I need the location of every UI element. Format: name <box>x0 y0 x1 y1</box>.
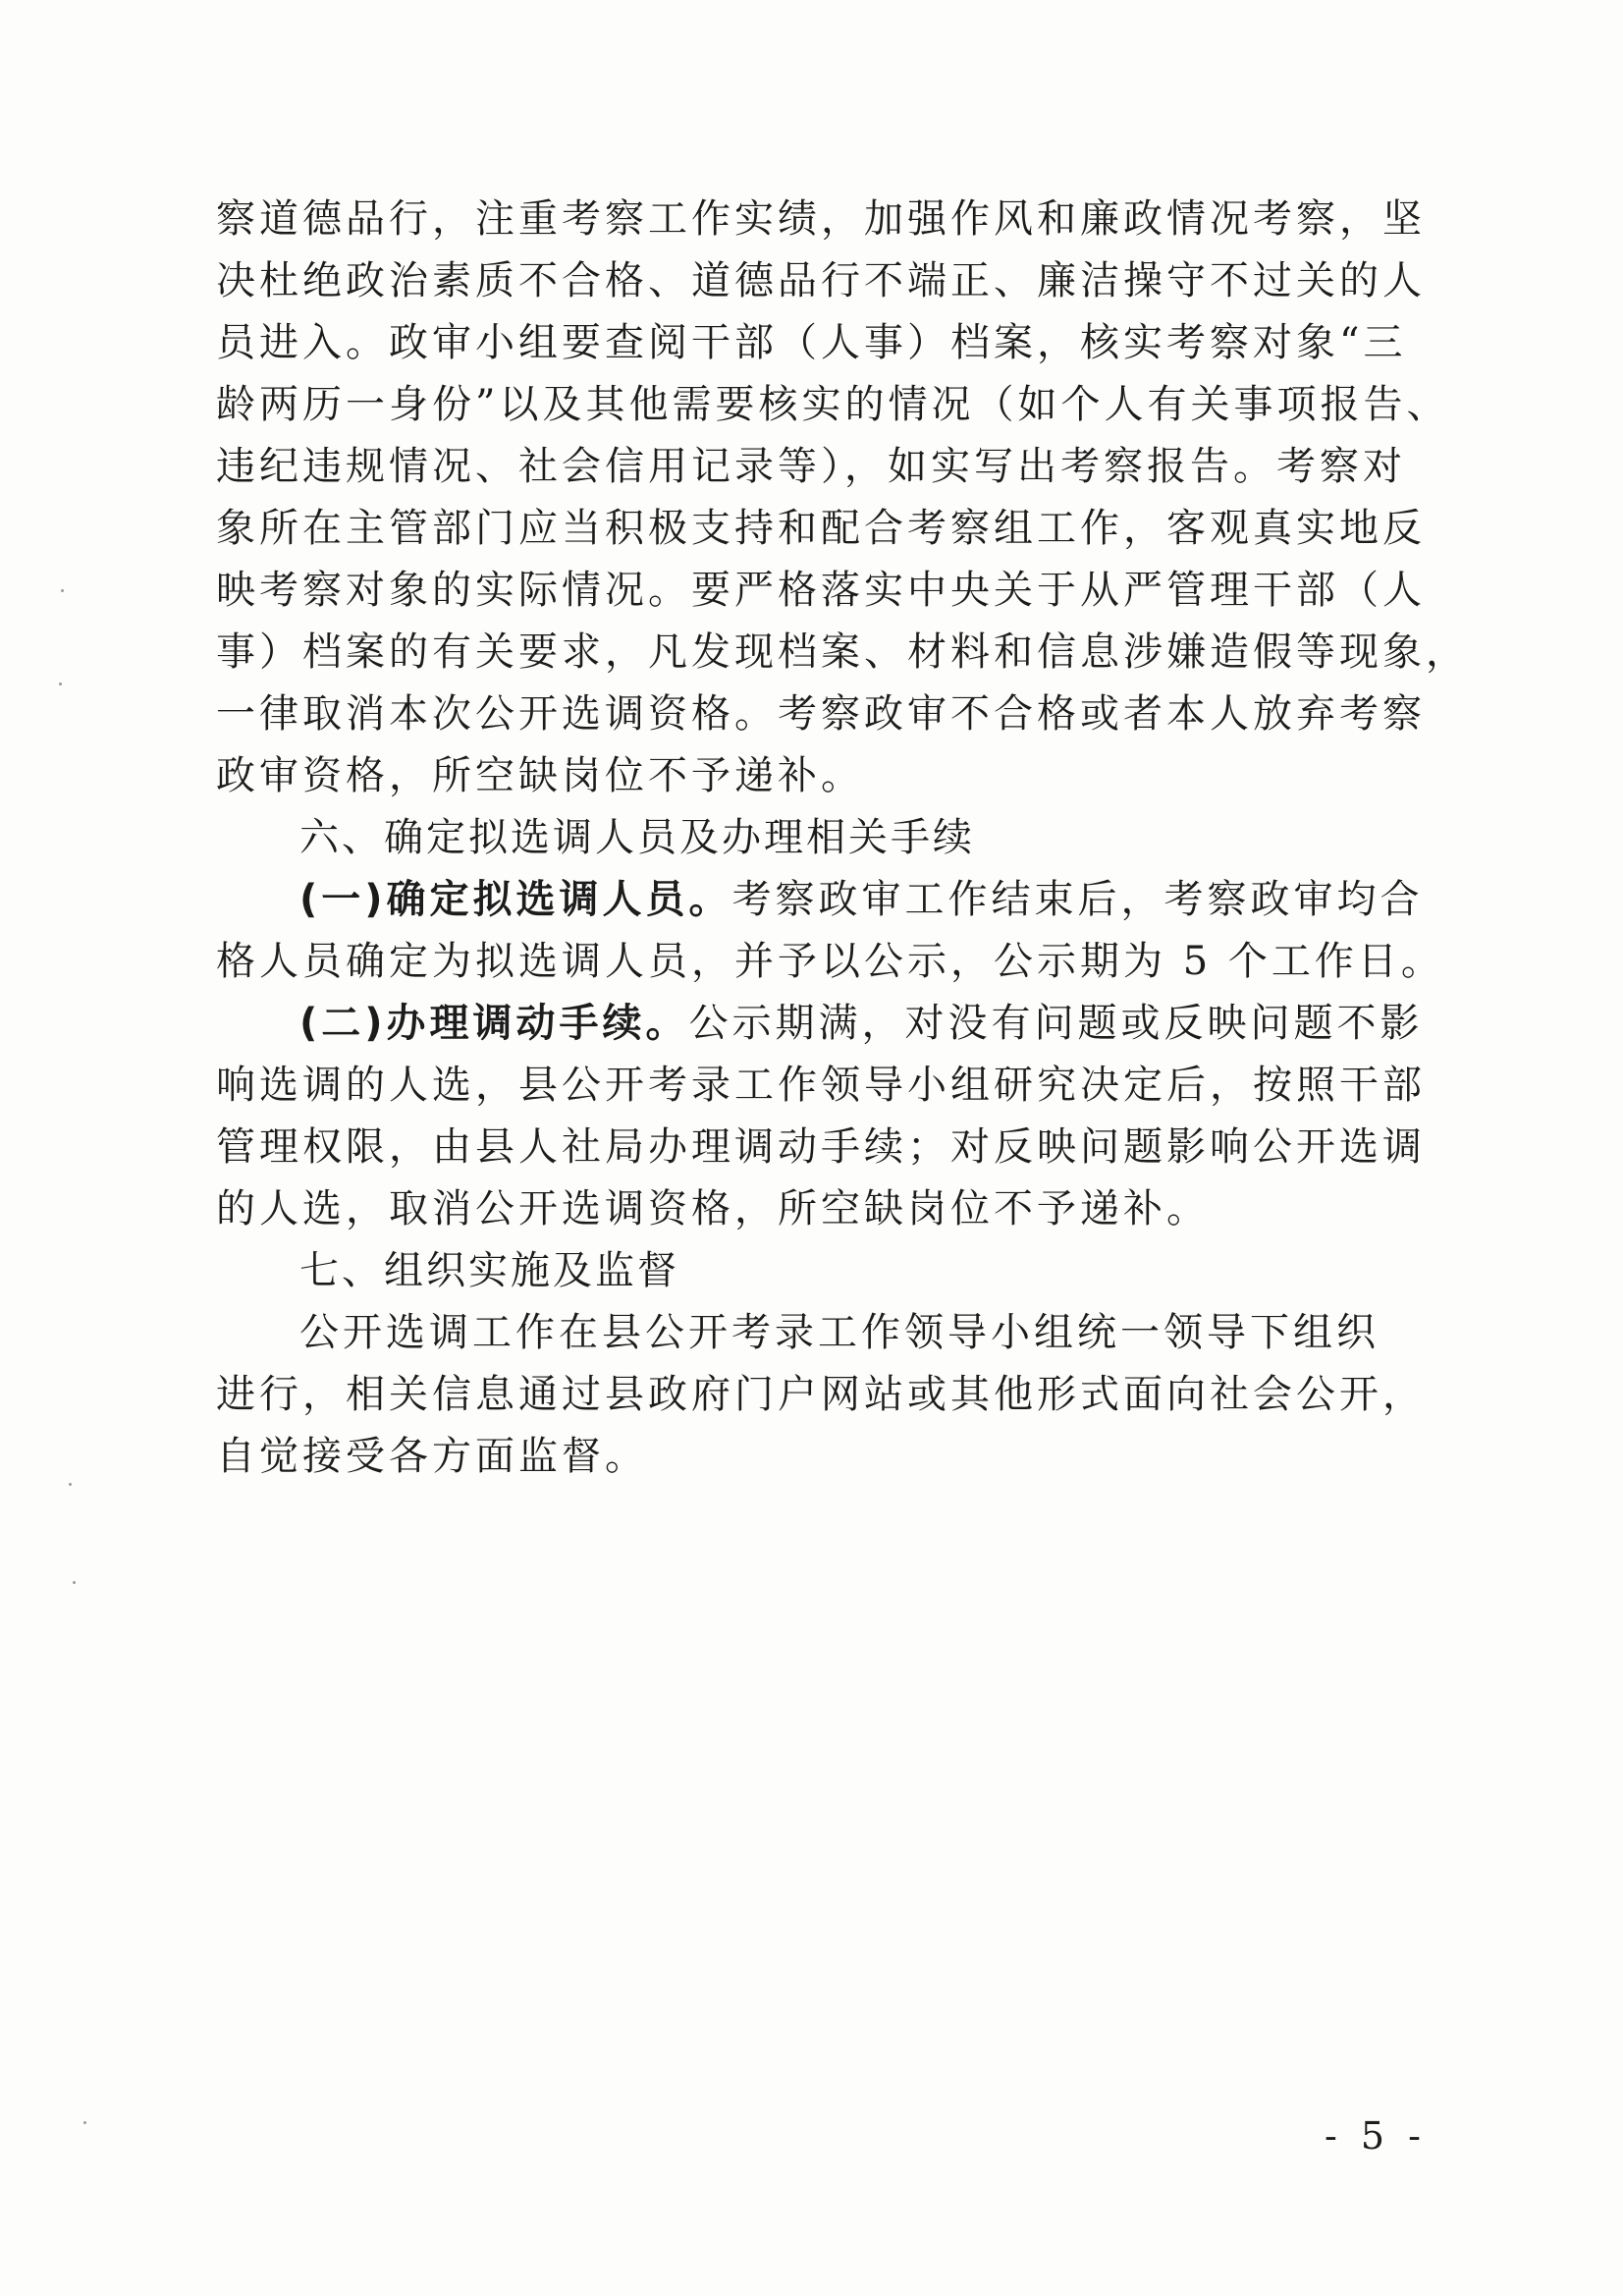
scan-speck <box>83 2121 86 2124</box>
paragraph-line: 映考察对象的实际情况。要严格落实中央关于从严管理干部（人 <box>216 568 1426 613</box>
scan-speck <box>69 1483 72 1486</box>
paragraph-line: 员进入。政审小组要查阅干部（人事）档案，核实考察对象“三 <box>216 320 1407 365</box>
item-one-line <box>299 865 1424 934</box>
paragraph-line: 自觉接受各方面监督。 <box>216 1434 648 1479</box>
paragraph-line: 察道德品行，注重考察工作实绩，加强作风和廉政情况考察，坚 <box>216 196 1426 242</box>
item-two-text: 公示期满，对没有问题或反映问题不影 <box>688 1001 1424 1046</box>
item-one-label: (一)确定拟选调人员。 <box>299 877 732 922</box>
scan-speck <box>73 1581 76 1584</box>
paragraph-line: 违纪违规情况、社会信用记录等），如实写出考察报告。考察对 <box>216 444 1406 489</box>
paragraph-line: 响选调的人选，县公开考录工作领导小组研究决定后，按照干部 <box>216 1063 1426 1108</box>
scan-speck <box>61 589 64 592</box>
item-two-line <box>299 989 1424 1058</box>
section-heading-seven: 七、组织实施及监督 <box>299 1248 679 1293</box>
paragraph-line: 格人员确定为拟选调人员，并予以公示，公示期为 5 个工作日。 <box>216 939 1444 984</box>
paragraph-line: 龄两历一身份”以及其他需要核实的情况（如个人有关事项报告、 <box>216 382 1450 427</box>
paragraph-line: 决杜绝政治素质不合格、道德品行不端正、廉洁操守不过关的人 <box>216 258 1426 303</box>
page-number: - 5 - <box>1324 2114 1427 2158</box>
paragraph-line: 进行，相关信息通过县政府门户网站或其他形式面向社会公开， <box>216 1372 1426 1417</box>
paragraph-line: 事）档案的有关要求，凡发现档案、材料和信息涉嫌造假等现象， <box>216 629 1469 675</box>
paragraph-line: 一律取消本次公开选调资格。考察政审不合格或者本人放弃考察 <box>216 691 1426 737</box>
section-heading-six: 六、确定拟选调人员及办理相关手续 <box>299 815 975 860</box>
paragraph-line: 管理权限，由县人社局办理调动手续；对反映问题影响公开选调 <box>216 1124 1426 1170</box>
paragraph-line: 象所在主管部门应当积极支持和配合考察组工作，客观真实地反 <box>216 506 1426 551</box>
item-two-label: (二)办理调动手续。 <box>299 1001 689 1046</box>
item-one-text: 考察政审工作结束后，考察政审均合 <box>731 877 1424 922</box>
paragraph-line: 公开选调工作在县公开考录工作领导小组统一领导下组织 <box>299 1310 1380 1355</box>
paragraph-line: 政审资格，所空缺岗位不予递补。 <box>216 753 864 798</box>
paragraph-line: 的人选，取消公开选调资格，所空缺岗位不予递补。 <box>216 1186 1210 1231</box>
scan-speck <box>59 683 62 685</box>
